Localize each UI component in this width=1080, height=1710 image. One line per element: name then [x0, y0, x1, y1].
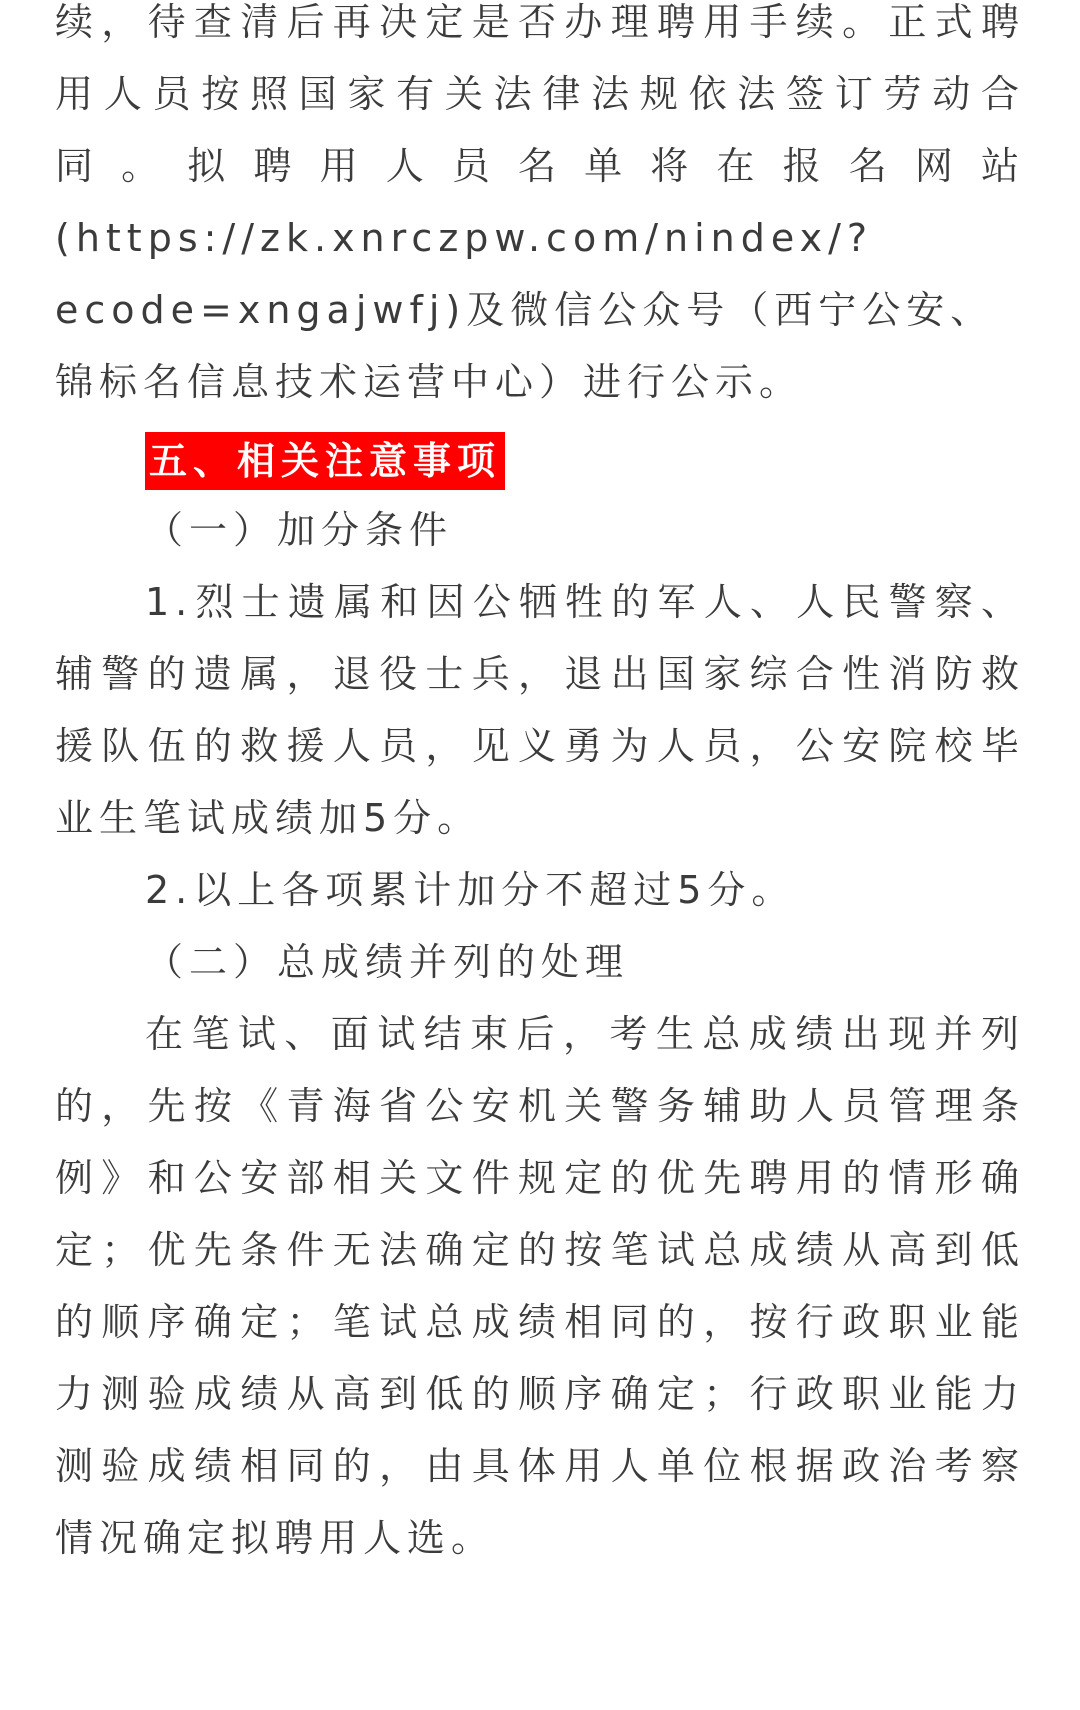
- list-item-line: 辅警的遗属，退役士兵，退出国家综合性消防救: [55, 652, 1025, 696]
- subsection-title: （一）加分条件: [145, 508, 454, 552]
- paragraph-line: ecode=xngajwfj)及微信公众号（西宁公安、: [55, 288, 995, 332]
- section-heading: 五、相关注意事项: [145, 432, 505, 490]
- paragraph-line: 测验成绩相同的，由具体用人单位根据政治考察: [55, 1444, 1025, 1488]
- list-item-line: 援队伍的救援人员，见义勇为人员，公安院校毕: [55, 724, 1025, 768]
- url-line: (https://zk.xnrczpw.com/nindex/?: [55, 216, 874, 260]
- paragraph-line: 的，先按《青海省公安机关警务辅助人员管理条: [55, 1084, 1025, 1128]
- paragraph-line: 锦标名信息技术运营中心）进行公示。: [55, 360, 804, 404]
- paragraph-line: 在笔试、面试结束后，考生总成绩出现并列: [145, 1012, 1025, 1056]
- subsection-title: （二）总成绩并列的处理: [145, 940, 630, 984]
- paragraph-line: 续，待查清后再决定是否办理聘用手续。正式聘: [55, 0, 1025, 44]
- paragraph-line: 用人员按照国家有关法律法规依法签订劳动合: [55, 72, 1025, 116]
- paragraph-line: 情况确定拟聘用人选。: [55, 1516, 496, 1560]
- list-item-line: 业生笔试成绩加5分。: [55, 796, 482, 840]
- list-item: 2.以上各项累计加分不超过5分。: [145, 868, 796, 912]
- paragraph-line: 定；优先条件无法确定的按笔试总成绩从高到低: [55, 1228, 1025, 1272]
- paragraph-line: 力测验成绩从高到低的顺序确定；行政职业能力: [55, 1372, 1025, 1416]
- paragraph-line: 的顺序确定；笔试总成绩相同的，按行政职业能: [55, 1300, 1025, 1344]
- list-item-line: 1.烈士遗属和因公牺牲的军人、人民警察、: [145, 580, 1025, 624]
- paragraph-line: 例》和公安部相关文件规定的优先聘用的情形确: [55, 1156, 1025, 1200]
- paragraph-line: 同 。 拟 聘 用 人 员 名 单 将 在 报 名 网 站: [55, 144, 1025, 188]
